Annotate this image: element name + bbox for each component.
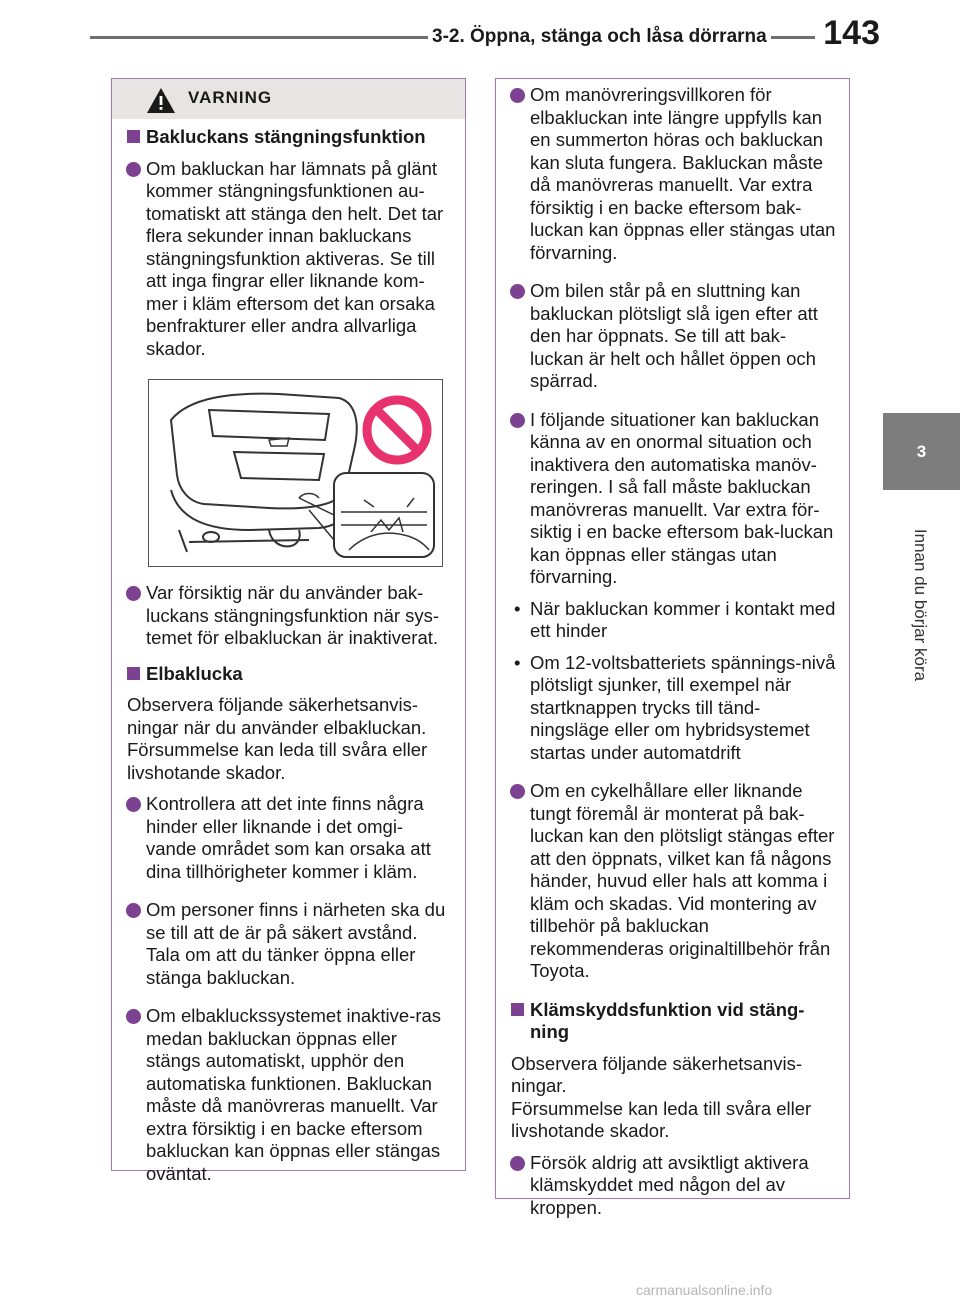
bullet-item: Om elbakluckssystemet inaktive-ras medan bakluckan öppnas eller stängs automatiskt, upphör den automatiska funktionen. Bakluckan måste då manövreras manuellt. Var extra försiktig i en backe eftersom bakluckan kan öppnas eller stängas oväntat. bbox=[120, 1005, 453, 1185]
warning-header bbox=[112, 79, 465, 119]
subheading-tailgate-closing: Bakluckans stängningsfunktion bbox=[120, 126, 453, 149]
paragraph: Försummelse kan leda till svåra eller livshotande skador. bbox=[511, 1097, 812, 1141]
chapter-title bbox=[880, 500, 960, 710]
tailgate-drawing bbox=[149, 380, 441, 565]
chapter-tab: 3 bbox=[883, 413, 960, 490]
bullet-dot-icon bbox=[510, 784, 525, 799]
bullet-dot-icon bbox=[126, 162, 141, 177]
paragraph: Observera följande säkerhetsanvis-ningar när du använder elbakluckan. Försummelse kan leda till svåra eller livshotande skador. bbox=[127, 694, 428, 783]
bullet-item: Om manövreringsvillkoren för elbakluckan inte längre uppfylls kan en summerton höras och bakluckan kan sluta fungera. Bakluckan måste då manövreras manuellt. Var extra försiktig i en backe eftersom bak-luckan kan öppnas eller stängas utan förvarning. bbox=[504, 84, 837, 264]
bullet-dot-icon bbox=[126, 1009, 141, 1024]
bullet-item: Om en cykelhållare eller liknande tungt föremål är monterat på bak-luckan kan den plötsligt stängas efter att den öppnats, vilket kan få någons händer, huvud eller hals att komma i kläm och skadas. Vid montering av tillbehör på bakluckan rekommenderas originaltillbehör från Toyota. bbox=[504, 780, 837, 983]
section-title: 3-2. Öppna, stänga och låsa dörrarna bbox=[428, 26, 771, 48]
subheading-pinch-protection: Klämskyddsfunktion vid stäng-ning bbox=[504, 999, 837, 1044]
watermark: carmanualsonline.info bbox=[636, 1282, 773, 1298]
warning-box-right bbox=[495, 78, 850, 1218]
bullet-dot-icon bbox=[510, 1156, 525, 1171]
bullet-item: Om personer finns i närheten ska du se till att de är på säkert avstånd. Tala om att du tänker öppna eller stänga bakluckan. bbox=[120, 899, 453, 989]
subheading-power-tailgate: Elbaklucka bbox=[120, 663, 453, 686]
warning-title: VARNING bbox=[188, 88, 273, 107]
page-number: 143 bbox=[815, 14, 880, 53]
bullet-dot-icon bbox=[510, 284, 525, 299]
bullet-item: Kontrollera att det inte finns några hinder eller liknande i det omgi-vande området som kan orsaka att dina tillhörigheter kommer i kläm. bbox=[120, 793, 453, 883]
warning-box-left bbox=[111, 78, 466, 1184]
tailgate-illustration bbox=[148, 379, 443, 567]
bullet-item: Försök aldrig att avsiktligt aktivera klämskyddet med någon del av kroppen. bbox=[504, 1152, 837, 1220]
dash-item: • Om 12-voltsbatteriets spännings-nivå plötsligt sjunker, till exempel när startknappen trycks till tänd-ningsläge eller om hybridsystemet startas under automatdrift bbox=[514, 651, 836, 763]
bullet-dot-icon bbox=[126, 903, 141, 918]
square-bullet-icon bbox=[511, 1003, 524, 1016]
bullet-item: I följande situationer kan bakluckan känna av en onormal situation och inaktivera den automatiska manöv-reringen. I så fall måste bakluckan manövreras manuellt. Var extra för-siktig i en backe eftersom bak-luckan kan öppnas eller stängas utan förvarning. bbox=[504, 409, 837, 589]
bullet-dot-icon bbox=[126, 797, 141, 812]
dash-item: • När bakluckan kommer i kontakt med ett hinder bbox=[514, 597, 836, 641]
page-header bbox=[0, 0, 960, 68]
bullet-dot-icon bbox=[510, 413, 525, 428]
bullet-item: Om bilen står på en sluttning kan bakluckan plötsligt slå igen efter att den har öppnats. Se till att bak-luckan är helt och hållet öppen och spärrad. bbox=[504, 280, 837, 393]
square-bullet-icon bbox=[127, 130, 140, 143]
chapter-title-text: Innan du börjar köra bbox=[911, 528, 930, 682]
bullet-item: Om bakluckan har lämnats på glänt kommer stängningsfunktionen au-tomatiskt att stänga den helt. Det tar flera sekunder innan bakluckans stängningsfunktion aktiveras. Se till att inga fingrar eller liknande kom-mer i kläm eftersom det kan orsaka benfrakturer eller andra allvarliga skador. bbox=[120, 158, 453, 361]
square-bullet-icon bbox=[127, 667, 140, 680]
bullet-dot-icon bbox=[510, 88, 525, 103]
bullet-item: Var försiktig när du använder bak-luckans stängningsfunktion när sys-temet för elbakluckan är inaktiverat. bbox=[120, 582, 453, 650]
warning-triangle-icon bbox=[146, 87, 176, 114]
bullet-dot-icon bbox=[126, 586, 141, 601]
paragraph: Observera följande säkerhetsanvis-ningar. bbox=[511, 1052, 803, 1096]
